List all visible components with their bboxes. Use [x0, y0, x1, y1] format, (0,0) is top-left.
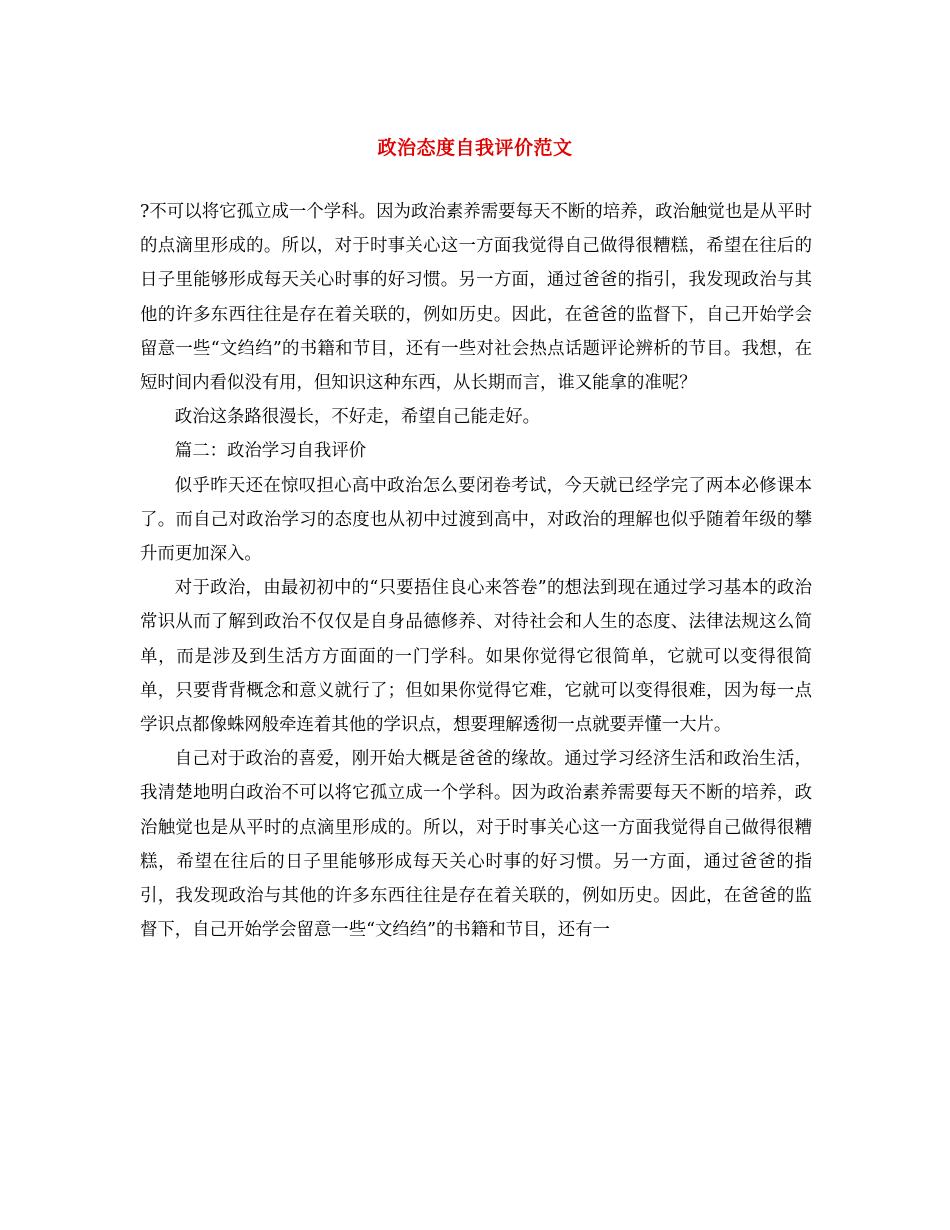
paragraph: 政治这条路很漫长，不好走，希望自己能走好。 [174, 407, 541, 428]
paragraph-continuation: ?不可以将它孤立成一个学科。因为政治素养需要每天不断的培养，政治触觉也是从平时的点滴里形成的。所以，对于时事关心这一方面我觉得自己做得很糟糕，希望在往后的日子里能够形成每天关心时事的好习惯。另一方面，通过爸爸的指引，我发现政治与其他的许多东西往往是存在着关联的，例如历史。因此，在爸爸的监督下，自己开始学会留意一些“文绉绉”的书籍和节目，还有一些对社会热点话题评论辨析的节目。我想，在短时间内看似没有用，但知识这种东西，从长期而言，谁又能拿的准呢？ [140, 202, 812, 394]
paragraph: 似乎昨天还在惊叹担心高中政治怎么要闭卷考试，今天就已经学完了两本必修课本了。而自己对政治学习的态度也从初中过渡到高中，对政治的理解也似乎随着年级的攀升而更加深入。 [140, 475, 812, 565]
paragraph: 对于政治，由最初初中的“只要捂住良心来答卷”的想法到现在通过学习基本的政治常识从而了解到政治不仅仅是自身品德修养、对待社会和人生的态度、法律法规这么简单，而是涉及到生活方方面面的一门学科。如果你觉得它很简单，它就可以变得很简单，只要背背概念和意义就行了；但如果你觉得它难，它就可以变得很难，因为每一点学识点都像蛛网般牵连着其他的学识点，想要理解透彻一点就要弄懂一大片。 [140, 578, 812, 736]
document-body [140, 195, 812, 947]
document-title: 政治态度自我评价范文 [377, 137, 573, 159]
paragraph: 自己对于政治的喜爱，刚开始大概是爸爸的缘故。通过学习经济生活和政治生活，我清楚地明白政治不可以将它孤立成一个学科。因为政治素养需要每天不断的培养，政治触觉也是从平时的点滴里形成的。所以，对于时事关心这一方面我觉得自己做得很糟糕，希望在往后的日子里能够形成每天关心时事的好习惯。另一方面，通过爸爸的指引，我发现政治与其他的许多东西往往是存在着关联的，例如历史。因此，在爸爸的监督下，自己开始学会留意一些“文绉绉”的书籍和节目，还有一 [140, 749, 812, 941]
section-heading: 篇二：政治学习自我评价 [174, 441, 367, 462]
